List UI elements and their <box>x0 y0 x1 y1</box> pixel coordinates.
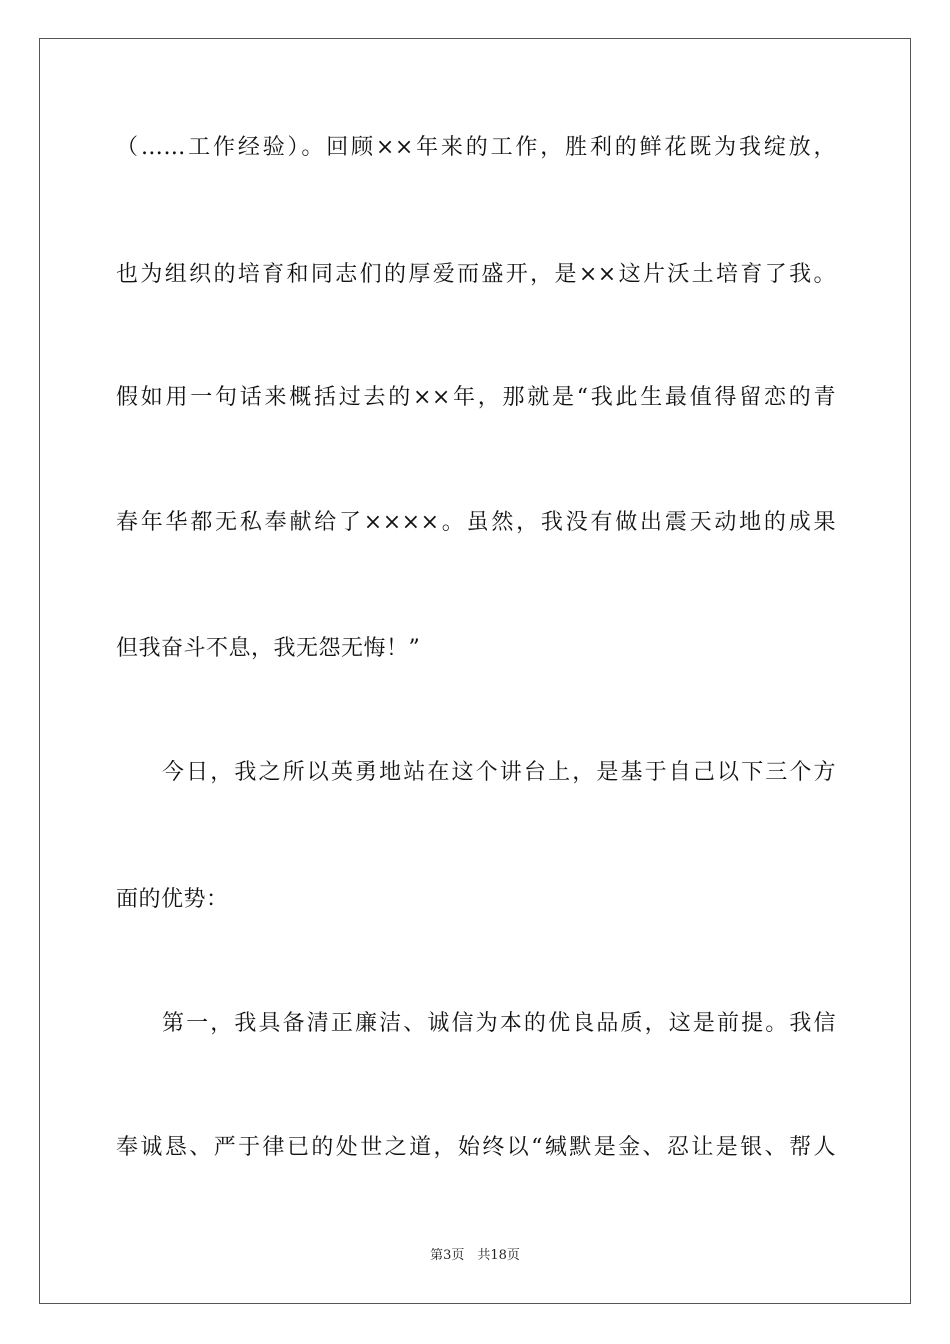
page-border <box>39 38 911 1304</box>
text-line-8: 第一，我具备清正廉洁、诚信为本的优良品质，这是前提。我信 <box>162 1011 836 1036</box>
text-line-5: 但我奋斗不息，我无怨无悔！” <box>116 636 421 661</box>
text-line-2: 也为组织的培育和同志们的厚爱而盛开，是××这片沃土培育了我。 <box>116 262 836 287</box>
text-line-4: 春年华都无私奉献给了××××。虽然，我没有做出震天动地的成果 <box>116 510 836 535</box>
text-line-1: （……工作经验）。回顾××年来的工作，胜利的鲜花既为我绽放， <box>116 135 836 160</box>
text-line-6: 今日，我之所以英勇地站在这个讲台上，是基于自己以下三个方 <box>162 760 836 785</box>
page-number-footer: 第3页 共18页 <box>430 1248 520 1263</box>
text-line-7: 面的优势： <box>116 887 229 912</box>
text-line-3: 假如用一句话来概括过去的××年，那就是“我此生最值得留恋的青 <box>116 385 836 410</box>
text-line-9: 奉诚恳、严于律已的处世之道，始终以“缄默是金、忍让是银、帮人 <box>116 1135 836 1160</box>
